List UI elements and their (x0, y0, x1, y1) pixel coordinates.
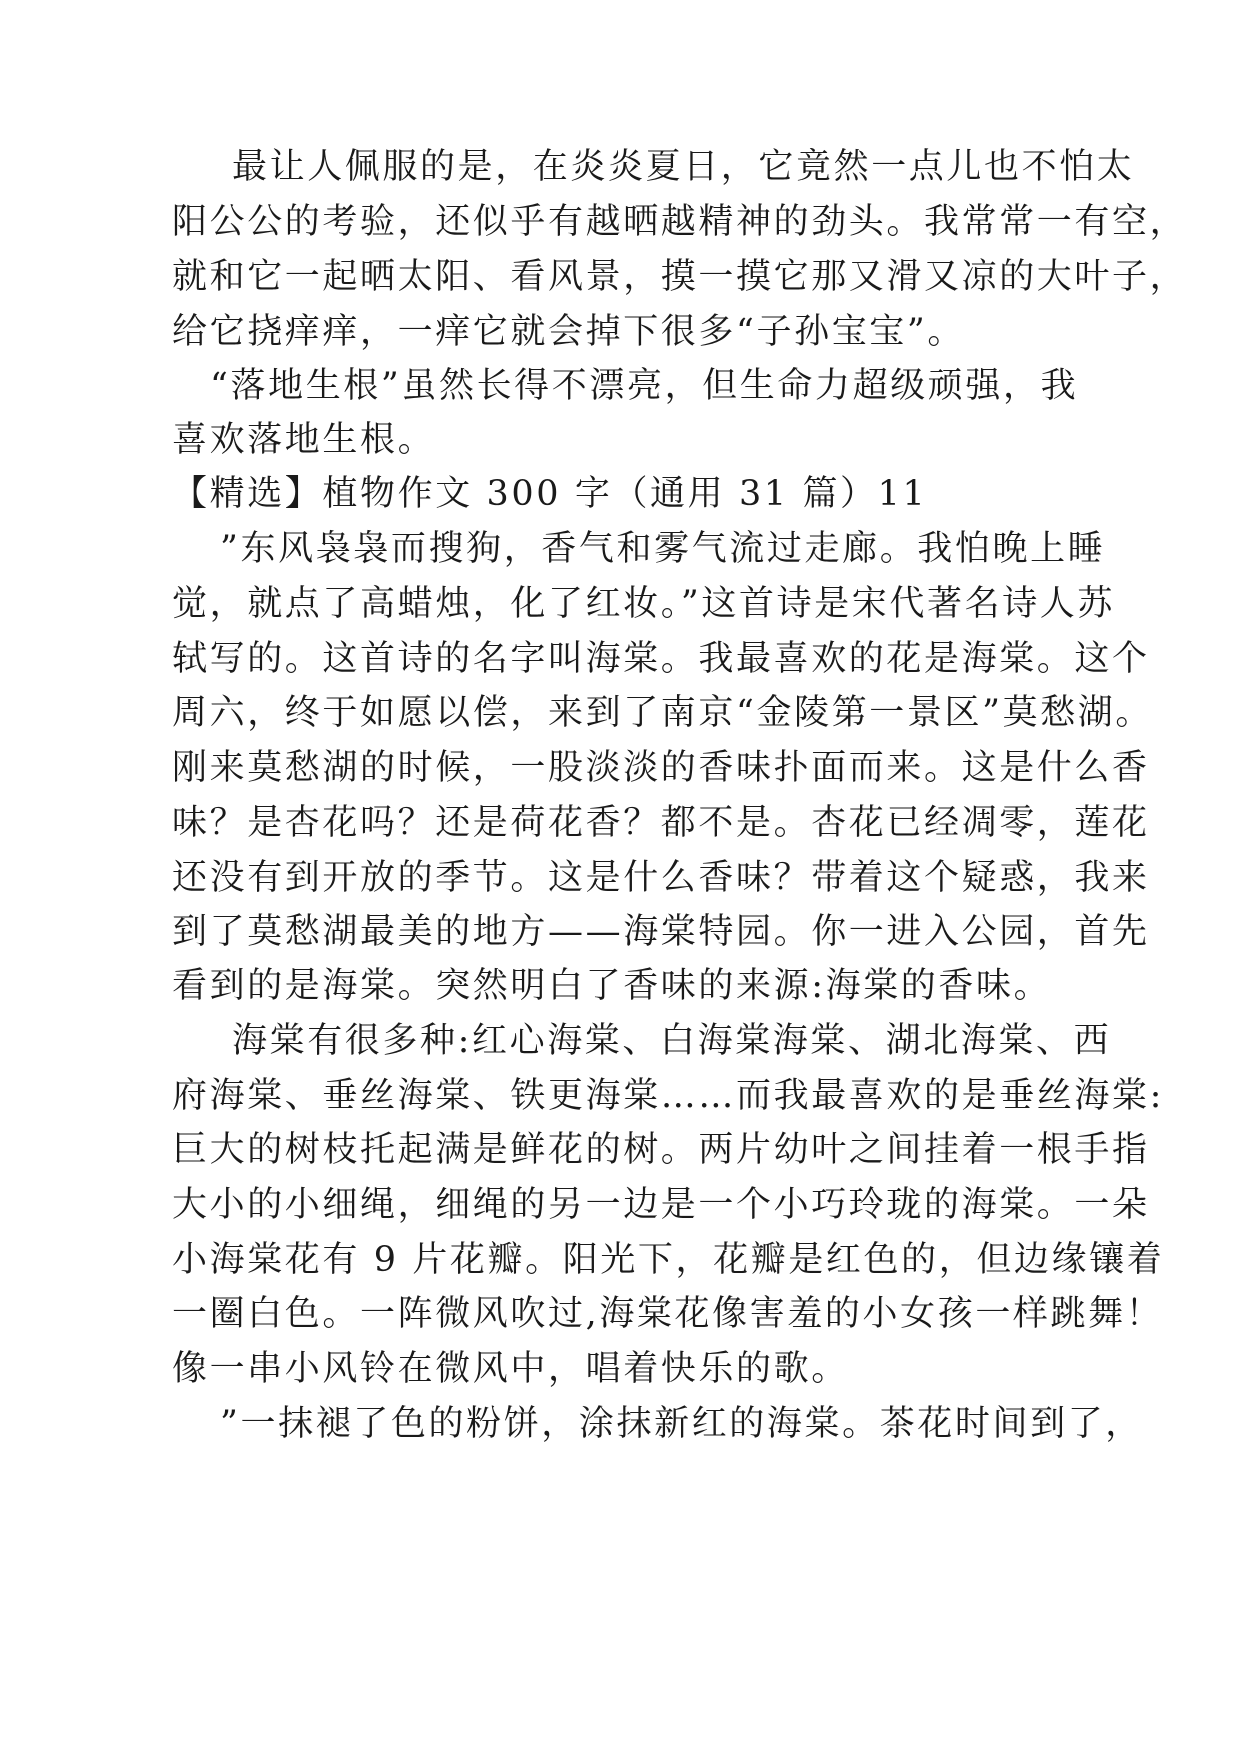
paragraph-line: 看到的是海棠。突然明白了香味的来源:海棠的香味。 (172, 966, 1052, 1006)
paragraph-line: 周六，终于如愿以偿，来到了南京“金陵第一景区”莫愁湖。 (172, 693, 1153, 733)
paragraph-line: 还没有到开放的季节。这是什么香味？带着这个疑惑，我来 (172, 858, 1150, 898)
paragraph-line: 府海棠、垂丝海棠、铁更海棠……而我最喜欢的是垂丝海棠: (172, 1076, 1164, 1116)
paragraph-line: 味？是杏花吗？还是荷花香？都不是。杏花已经凋零，莲花 (172, 803, 1150, 843)
section-heading: 【精选】植物作文 300 字（通用 31 篇）11 (172, 474, 928, 514)
paragraph-line: 给它挠痒痒，一痒它就会掉下很多“子孙宝宝”。 (172, 312, 965, 352)
paragraph-line: 就和它一起晒太阳、看风景，摸一摸它那又滑又凉的大叶子， (172, 257, 1188, 297)
paragraph-line: 海棠有很多种:红心海棠、白海棠海棠、湖北海棠、西 (232, 1021, 1112, 1061)
paragraph-line: 一圈白色。一阵微风吹过,海棠花像害羞的小女孩一样跳舞！ (172, 1294, 1164, 1334)
paragraph-line: ”一抹褪了色的粉饼，涂抹新红的海棠。茶花时间到了， (220, 1404, 1143, 1444)
paragraph-line: ”东风袅袅而搜狗，香气和雾气流过走廊。我怕晚上睡 (220, 529, 1106, 569)
paragraph-line: 喜欢落地生根。 (172, 420, 436, 460)
paragraph-line: 觉，就点了高蜡烛，化了红妆。”这首诗是宋代著名诗人苏 (172, 584, 1115, 624)
paragraph-line: 阳公公的考验，还似乎有越晒越精神的劲头。我常常一有空， (172, 202, 1188, 242)
paragraph-line: 最让人佩服的是，在炎炎夏日，它竟然一点儿也不怕太 (232, 147, 1135, 187)
paragraph-line: “落地生根”虽然长得不漂亮，但生命力超级顽强，我 (210, 366, 1079, 406)
paragraph-line: 像一串小风铃在微风中，唱着快乐的歌。 (172, 1349, 849, 1389)
paragraph-line: 轼写的。这首诗的名字叫海棠。我最喜欢的花是海棠。这个 (172, 639, 1150, 679)
paragraph-line: 大小的小细绳，细绳的另一边是一个小巧玲珑的海棠。一朵 (172, 1185, 1150, 1225)
paragraph-line: 小海棠花有 9 片花瓣。阳光下，花瓣是红色的，但边缘镶着 (172, 1240, 1165, 1280)
paragraph-line: 到了莫愁湖最美的地方——海棠特园。你一进入公园，首先 (172, 912, 1150, 952)
paragraph-line: 巨大的树枝托起满是鲜花的树。两片幼叶之间挂着一根手指 (172, 1130, 1150, 1170)
paragraph-line: 刚来莫愁湖的时候，一股淡淡的香味扑面而来。这是什么香 (172, 748, 1150, 788)
